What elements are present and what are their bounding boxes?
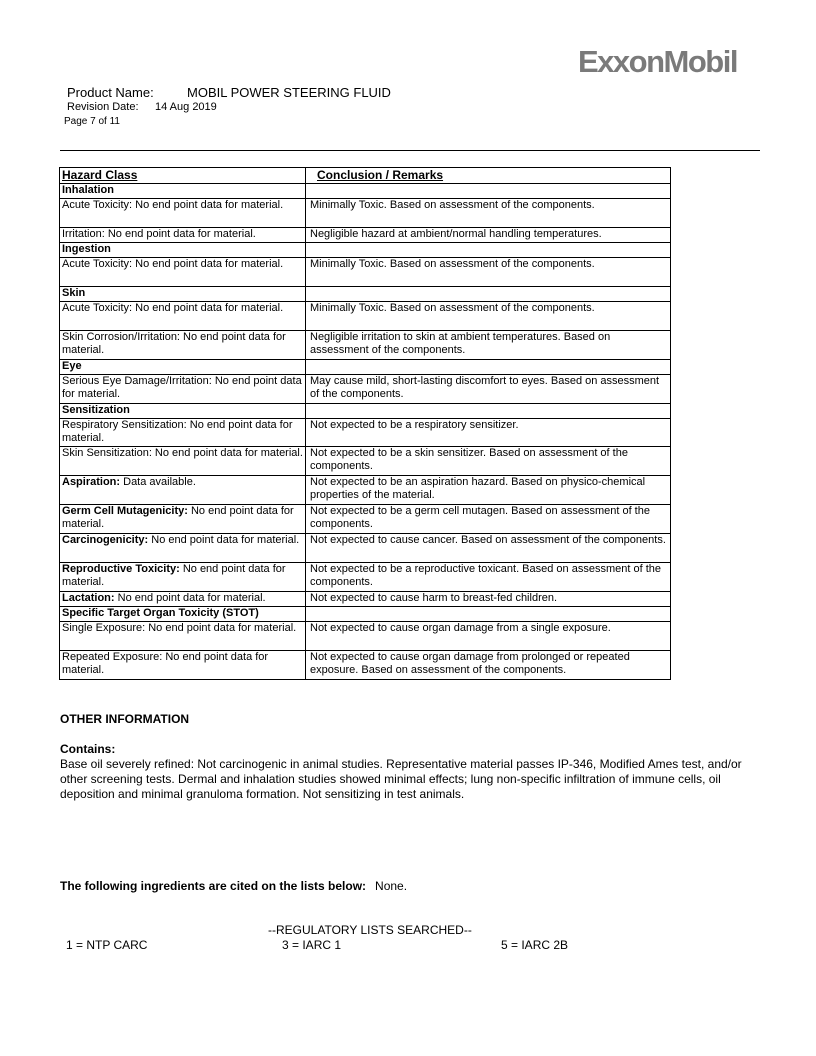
- hazard-class-cell: [60, 419, 306, 447]
- regulatory-lists-title: --REGULATORY LISTS SEARCHED--: [268, 923, 472, 937]
- section-heading: Specific Target Organ Toxicity (STOT): [60, 607, 306, 622]
- hazard-class-text: Acute Toxicity: No end point data for material.: [62, 302, 284, 314]
- conclusion-remark-cell: Not expected to cause organ damage from prolonged or repeated exposure. Based on assessment of the components.: [306, 651, 671, 680]
- table-row: [60, 419, 671, 447]
- table-row: [60, 228, 671, 243]
- hazard-class-cell: [60, 622, 306, 651]
- table-section-row: [60, 360, 671, 375]
- regulatory-list-item: 3 = IARC 1: [282, 938, 342, 952]
- section-empty-cell: [306, 360, 671, 375]
- hazard-class-cell: [60, 258, 306, 287]
- table-section-row: [60, 184, 671, 199]
- section-empty-cell: [306, 243, 671, 258]
- cited-ingredients-line: [60, 879, 407, 893]
- table-row: [60, 331, 671, 360]
- table-section-row: [60, 404, 671, 419]
- header-divider: [60, 150, 760, 151]
- conclusion-remark-cell: Negligible hazard at ambient/normal handling temperatures.: [306, 228, 671, 243]
- table-row: [60, 505, 671, 534]
- table-row: [60, 651, 671, 680]
- revision-date-line: [67, 101, 217, 113]
- hazard-class-cell: [60, 592, 306, 607]
- revision-date-label: Revision Date:: [67, 101, 139, 113]
- section-empty-cell: [306, 287, 671, 302]
- hazard-class-cell: [60, 534, 306, 563]
- hazard-class-cell: [60, 375, 306, 404]
- hazard-class-cell: [60, 199, 306, 228]
- hazard-class-text: Serious Eye Damage/Irritation: No end point data for material.: [62, 375, 302, 400]
- hazard-class-text: No end point data for material.: [62, 505, 294, 530]
- conclusion-remark-cell: Minimally Toxic. Based on assessment of the components.: [306, 199, 671, 228]
- conclusion-remark-cell: May cause mild, short-lasting discomfort to eyes. Based on assessment of the components.: [306, 375, 671, 404]
- hazard-class-label: Reproductive Toxicity:: [62, 563, 180, 575]
- cited-ingredients-value: None.: [375, 879, 408, 893]
- section-empty-cell: [306, 607, 671, 622]
- hazard-class-cell: [60, 505, 306, 534]
- table-row: [60, 476, 671, 505]
- regulatory-list-item: 5 = IARC 2B: [501, 938, 569, 952]
- contains-text: Base oil severely refined: Not carcinogenic in animal studies. Representative material passes IP-346, Modified Ames test, and/or other screening tests. Dermal and inhalation studies showed minimal effects; lung non-specific infiltration of immune cells, oil deposition and minimal granuloma formation. Not sensitizing in test animals.: [60, 757, 742, 801]
- product-name-value: MOBIL POWER STEERING FLUID: [187, 85, 391, 100]
- hazard-class-cell: [60, 563, 306, 592]
- conclusion-remark-cell: Negligible irritation to skin at ambient temperatures. Based on assessment of the components.: [306, 331, 671, 360]
- hazard-class-text: Data available.: [120, 476, 196, 488]
- hazard-class-text: Repeated Exposure: No end point data for material.: [62, 651, 269, 676]
- cited-ingredients-label: The following ingredients are cited on the lists below:: [60, 879, 367, 893]
- conclusion-remark-cell: Not expected to be a respiratory sensitizer.: [306, 419, 671, 447]
- table-section-row: [60, 243, 671, 258]
- other-information-title: OTHER INFORMATION: [60, 712, 190, 726]
- conclusion-remark-cell: Not expected to cause organ damage from a single exposure.: [306, 622, 671, 651]
- hazard-class-cell: [60, 331, 306, 360]
- hazard-class-cell: [60, 476, 306, 505]
- hazard-class-cell: [60, 651, 306, 680]
- section-heading: Sensitization: [60, 404, 306, 419]
- table-row: [60, 622, 671, 651]
- hazard-class-text: Acute Toxicity: No end point data for material.: [62, 199, 284, 211]
- conclusion-remark-cell: Not expected to cause cancer. Based on assessment of the components.: [306, 534, 671, 563]
- conclusion-remark-cell: Not expected to be a skin sensitizer. Based on assessment of the components.: [306, 447, 671, 476]
- hazard-class-cell: [60, 447, 306, 476]
- regulatory-list-item: 1 = NTP CARC: [66, 938, 148, 952]
- hazard-class-label: Aspiration:: [62, 476, 121, 488]
- hazard-class-text: Acute Toxicity: No end point data for material.: [62, 258, 284, 270]
- product-name-label: Product Name:: [67, 85, 154, 100]
- section-empty-cell: [306, 184, 671, 199]
- hazard-class-text: Skin Sensitization: No end point data for material.: [62, 447, 303, 459]
- conclusion-remark-cell: Not expected to cause harm to breast-fed children.: [306, 592, 671, 607]
- table-row: [60, 592, 671, 607]
- conclusion-remarks-header: Conclusion / Remarks: [306, 168, 671, 184]
- table-header-row: [60, 168, 671, 184]
- hazard-class-text: No end point data for material.: [62, 563, 286, 588]
- conclusion-remark-cell: Minimally Toxic. Based on assessment of the components.: [306, 258, 671, 287]
- table-row: [60, 563, 671, 592]
- section-heading: Inhalation: [60, 184, 306, 199]
- table-row: [60, 534, 671, 563]
- conclusion-remark-cell: Minimally Toxic. Based on assessment of the components.: [306, 302, 671, 331]
- conclusion-remark-cell: Not expected to be a reproductive toxicant. Based on assessment of the components.: [306, 563, 671, 592]
- hazard-class-text: Respiratory Sensitization: No end point data for material.: [62, 419, 293, 444]
- hazard-table-body: [60, 184, 671, 680]
- hazard-class-label: Lactation:: [62, 592, 115, 604]
- revision-date-value: 14 Aug 2019: [155, 101, 217, 113]
- table-row: [60, 258, 671, 287]
- table-row: [60, 199, 671, 228]
- product-name-line: [67, 85, 391, 100]
- table-row: [60, 375, 671, 404]
- hazard-table: [59, 167, 671, 680]
- table-section-row: [60, 607, 671, 622]
- table-row: [60, 302, 671, 331]
- hazard-class-label: Germ Cell Mutagenicity:: [62, 505, 188, 517]
- conclusion-remark-cell: Not expected to be a germ cell mutagen. Based on assessment of the components.: [306, 505, 671, 534]
- table-section-row: [60, 287, 671, 302]
- section-heading: Skin: [60, 287, 306, 302]
- section-empty-cell: [306, 404, 671, 419]
- hazard-class-text: Skin Corrosion/Irritation: No end point data for material.: [62, 331, 286, 356]
- hazard-class-text: No end point data for material.: [114, 592, 266, 604]
- contains-title: Contains:: [60, 742, 116, 756]
- section-heading: Eye: [60, 360, 306, 375]
- hazard-class-cell: [60, 228, 306, 243]
- page-number: Page 7 of 11: [64, 116, 120, 127]
- hazard-class-text: Irritation: No end point data for material.: [62, 228, 256, 240]
- table-row: [60, 447, 671, 476]
- hazard-class-cell: [60, 302, 306, 331]
- hazard-class-label: Carcinogenicity:: [62, 534, 149, 546]
- conclusion-remark-cell: Not expected to be an aspiration hazard. Based on physico-chemical properties of the material.: [306, 476, 671, 505]
- section-heading: Ingestion: [60, 243, 306, 258]
- hazard-class-header: Hazard Class: [60, 168, 306, 184]
- hazard-class-text: Single Exposure: No end point data for material.: [62, 622, 297, 634]
- hazard-class-text: No end point data for material.: [148, 534, 300, 546]
- exxonmobil-logo: ExxonMobil: [578, 44, 737, 79]
